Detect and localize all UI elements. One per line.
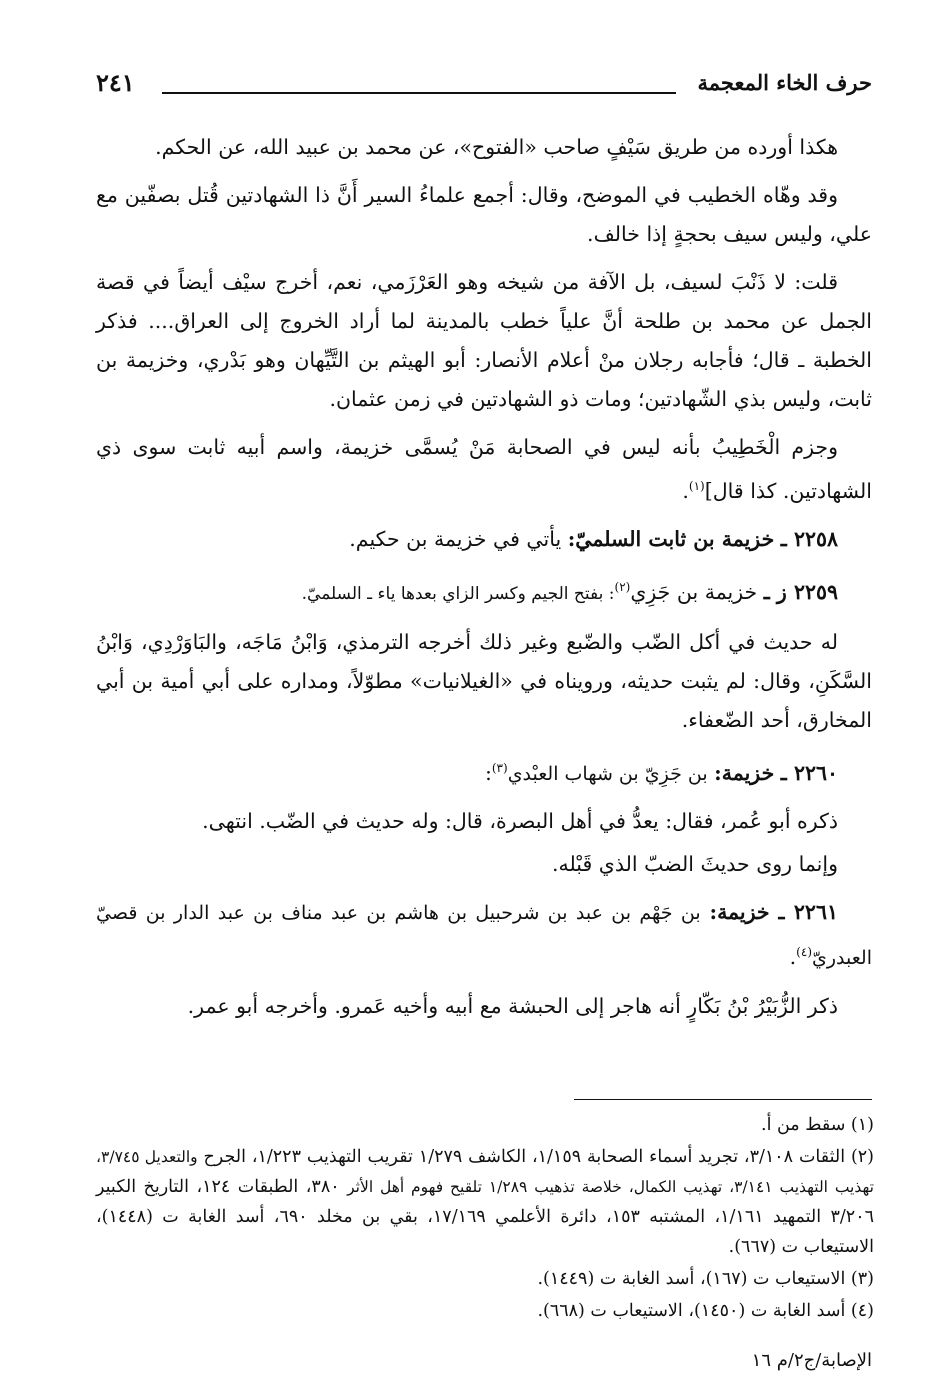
footnote-rule <box>574 1099 872 1100</box>
footnote-2-line-1: (٢) الثقات ٣/١٠٨، تجريد أسماء الصحابة ١/١٥٩، الكاشف ١/٢٧٩ تقريب التهذيب ١/٢٢٣، الجرح <box>203 1147 874 1167</box>
entry-note: : بفتح الجيم وكسر الزاي بعدها ياء ـ السلميّ. <box>301 583 615 604</box>
entry-2259-heading <box>96 568 872 614</box>
entry-2260-text-1: ذكره أبو عُمر، فقال: يعدُّ في أهل البصرة، قال: وله حديث في الضّب. انتهى. <box>202 809 838 834</box>
entry-number: ٢٢٥٩ ز ـ <box>763 579 838 604</box>
entry-2258 <box>96 520 872 559</box>
footnote-2-line-4: ١٧/١٦٩، بقي بن مخلد ٦٩٠، أسد الغابة ت (١٤٤٨)، الاستيعاب ت (٦٦٧). <box>96 1207 874 1257</box>
entry-number: ٢٢٦٠ ـ <box>780 760 838 785</box>
paragraph-4: وجزم الْخَطِيبُ بأنه ليس في الصحابة مَنْ يُسمَّى خزيمة، واسم أبيه ثابت سوى ذي الشهادتين. كذا قال]$^{(١)}$. <box>96 435 872 503</box>
footnote-ref-3: (٣) <box>491 760 508 775</box>
entry-colon: : <box>484 760 492 785</box>
entry-number: ٢٢٦١ ـ <box>778 900 838 925</box>
paragraph-2: وقد وهّاه الخطيب في الموضح، وقال: أجمع علماءُ السير أَنَّ ذا الشهادتين قُتل بصفّين مع علي، وليس سيف بحجةٍ إذا خالف. <box>96 183 872 246</box>
paragraph-1: هكذا أورده من طريق سَيْفٍ صاحب «الفتوح»، عن محمد بن عبيد الله، عن الحكم. <box>155 135 838 159</box>
entry-name: خزيمة بن جَزِي <box>630 579 758 604</box>
footnote-4: (٤) أسد الغابة ت (١٤٥٠)، الاستيعاب ت (٦٦٨). <box>537 1301 874 1321</box>
paragraph-4-text: وجزم الْخَطِيبُ بأنه ليس في الصحابة مَنْ يُسمَّى خزيمة، واسم أبيه ثابت سوى ذي الشهادتين. كذا قال] <box>96 435 872 503</box>
footnote-2-line-3: ٣٨٠، الطبقات ١٢٤، التاريخ الكبير ٣/٢٠٦ التمهيد ١/١٦١، المشتبه ١٥٣، دائرة الأعلمي <box>96 1177 874 1227</box>
footnote-3: (٣) الاستيعاب ت (١٦٧)، أسد الغابة ت (١٤٤٩). <box>537 1269 874 1289</box>
footnote-ref-1: (١) <box>688 479 705 493</box>
entry-text: يأتي في خزيمة بن حكيم. <box>349 526 562 551</box>
page-header <box>96 70 872 110</box>
entry-number: ٢٢٥٨ ـ <box>780 526 838 551</box>
footnote-ref-4: (٤) <box>796 945 812 960</box>
header-rule <box>162 92 676 94</box>
page-number: ٢٤١ <box>96 68 135 97</box>
entry-2259-text: له حديث في أكل الضّب والضّبع وغير ذلك أخرجه الترمذي، وَابْنُ مَاجَه، والبَاوَرْدِي، وَابْنُ السَّكَنِ، وقال: لم يثبت حديثه، ورويناه في «الغيلانيات» مطوّلاً، ومداره على أبي أمية بن أبي المخارق، أحد الضّعفاء. <box>96 629 872 732</box>
entry-2261-heading <box>96 893 872 978</box>
footnote-ref-2: (٢) <box>614 579 631 594</box>
main-text <box>96 128 872 1035</box>
entry-name: خزيمة: <box>714 760 775 785</box>
entry-note: بن جَهْم بن عبد بن شرحبيل بن هاشم بن عبد مناف بن عبد الدار بن قصيّ العبدريّ <box>96 902 872 970</box>
paragraph-3: قلت: لا ذَنْبَ لسيف، بل الآفة من شيخه وهو العَرْزَمي، نعم، أخرج سيْف أيضاً في قصة الجمل عن محمد بن طلحة أنَّ علياً خطب بالمدينة لما أراد الخروج إلى العراق.... فذكر الخطبة ـ قال؛ فأجابه رجلان منْ أعلام الأنصار: أبو الهيثم بن التَّيِّهان وهو بَدْري، وخزيمة بن ثابت، وليس بذي الشّهادتين؛ ومات ذو الشهادتين في زمن عثمان. <box>96 270 872 411</box>
entry-2260-heading <box>96 749 872 794</box>
footnote-2-line-2: والتعديل ٣/٧٤٥، تهذيب التهذيب ٣/١٤١، تهذيب الكمال، خلاصة تذهيب ١/٢٨٩ تلقيح فهوم أهل الأثر <box>96 1148 874 1196</box>
footnote-2 <box>96 1142 874 1262</box>
entry-2261-text: ذكر الزُّبَيْرُ بْنُ بَكّارٍ أنه هاجر إلى الحبشة مع أبيه وأخيه عَمرو. وأخرجه أبو عمر. <box>187 994 838 1019</box>
signature-mark: الإصابة/ج٢/م ١٦ <box>751 1350 872 1371</box>
entry-name: خزيمة: <box>709 900 770 925</box>
entry-note: بن جَزِيّ بن شهاب العبْدي <box>507 762 708 785</box>
footnotes <box>96 1110 874 1328</box>
running-title: حرف الخاء المعجمة <box>697 70 872 95</box>
entry-2260-text-2: وإنما روى حديثَ الضبّ الذي قَبْله. <box>552 852 838 877</box>
entry-end: . <box>789 945 797 970</box>
footnote-1: (١) سقط من أ. <box>761 1115 874 1135</box>
entry-name: خزيمة بن ثابت السلميّ: <box>567 526 775 551</box>
